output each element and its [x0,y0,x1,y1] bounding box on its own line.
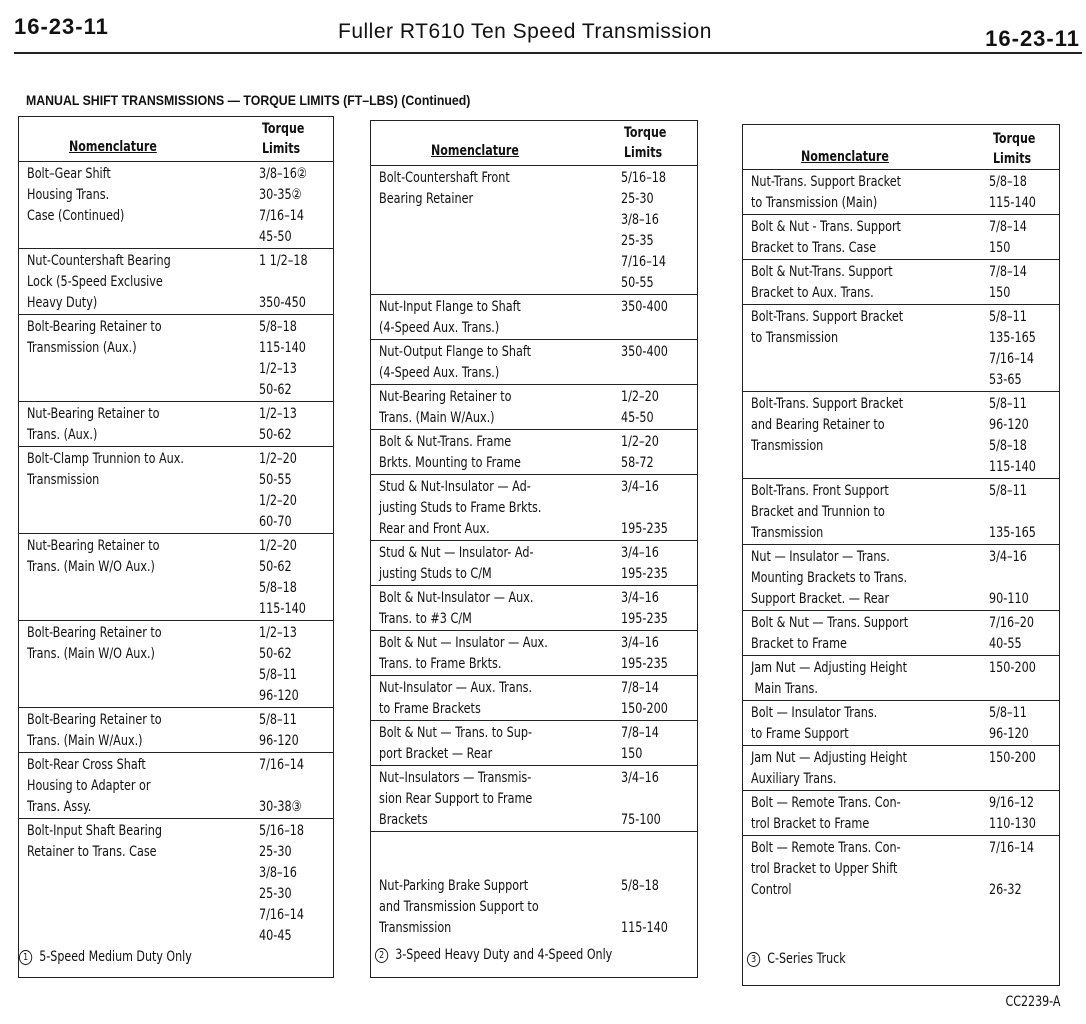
nomenclature-cell: Nut-Countershaft Bearing Lock (5-Speed Exclusive Heavy Duty) [27,253,171,311]
table-row [371,586,697,631]
torque-table-column-3 [742,124,1060,986]
table-row [371,631,697,676]
torque-limit-cell: 1/2–20 58-72 [621,434,659,471]
column-header [371,121,697,166]
torque-limit-cell: 7/8–14 150-200 [621,680,668,717]
table-row [743,791,1059,836]
nomenclature-cell: Stud & Nut — Insulator- Ad- justing Studs to C/M [379,545,534,582]
torque-limit-cell: 5/16–18 25-30 3/8–16 25-35 7/16–14 50-55 [621,170,667,291]
torque-table-column-1 [18,116,334,978]
nomenclature-cell: Bolt-Clamp Trunnion to Aux. Transmission [27,451,184,488]
nomenclature-cell: Nut–Insulators — Transmis- sion Rear Support to Frame Brackets [379,770,533,828]
table-row [19,819,333,948]
page-title: Fuller RT610 Ten Speed Transmission [338,20,712,43]
torque-limit-cell: 3/4–16 195-235 [621,590,668,627]
table-row [371,295,697,340]
column-header [743,125,1059,170]
torque-limit-cell: 3/4–16 75-100 [621,770,661,828]
torque-limit-cell: 350-400 [621,344,668,360]
torque-limit-cell: 5/8–11 96-120 [259,712,299,749]
table-row [371,475,697,541]
torque-limit-cell: 3/8–16② 30-35② 7/16–14 45-50 [259,166,307,245]
table-row [743,260,1059,305]
torque-limit-cell: 5/8–18 115-140 [989,174,1036,211]
section-title: MANUAL SHIFT TRANSMISSIONS — TORQUE LIMITS (FT–LBS) (Continued) [26,92,471,108]
nomenclature-cell: Bolt-Trans. Support Bracket to Transmission [751,309,904,346]
table-row [371,166,697,295]
table-row [19,753,333,819]
torque-limit-cell: 5/16–18 25-30 3/8–16 25-30 7/16–14 40-45 [259,823,305,944]
nomenclature-cell: Bolt & Nut — Trans. Support Bracket to Frame [751,615,909,652]
nomenclature-cell: Bolt-Bearing Retainer to Trans. (Main W/Aux.) [27,712,162,749]
torque-limit-cell: 150-200 [989,660,1036,676]
torque-limit-cell: 350-400 [621,299,668,315]
torque-limit-cell: 7/8–14 150 [989,264,1027,301]
table-row [743,215,1059,260]
torque-limit-cell: 7/16–14 26-32 [989,840,1035,898]
nomenclature-cell: Bolt & Nut-Trans. Frame Brkts. Mounting to Frame [379,434,521,471]
nomenclature-cell: Bolt-Trans. Support Bracket and Bearing Retainer to Transmission [751,396,904,454]
table-rows [371,166,697,940]
nomenclature-cell: Bolt-Bearing Retainer to Trans. (Main W/O Aux.) [27,625,162,662]
table-row [19,402,333,447]
table-row [371,676,697,721]
nomenclature-heading: Nomenclature [431,143,519,159]
nomenclature-cell: Bolt — Remote Trans. Con- trol Bracket to Upper Shift Control [751,840,901,898]
table-row [19,162,333,249]
torque-limit-cell: 5/8–11 135-165 7/16–14 53-65 [989,309,1036,388]
torque-limit-cell: 7/16–14 30-38③ [259,757,305,815]
torque-limit-cell: 7/8–14 150 [621,725,659,762]
torque-limit-cell: 3/4–16 195-235 [621,479,668,537]
nomenclature-cell: Jam Nut — Adjusting Height Main Trans. [751,660,907,697]
nomenclature-cell: Nut-Insulator — Aux. Trans. to Frame Brackets [379,680,533,717]
nomenclature-cell: Nut-Parking Brake Support and Transmission Support to Transmission [379,878,539,936]
table-rows [19,162,333,948]
footnote-marker: 1 [19,950,32,965]
torque-limit-cell: 3/4–16 90-110 [989,549,1029,607]
torque-limit-cell: 1 1/2–18 350-450 [259,253,308,311]
column-header [19,117,333,162]
nomenclature-heading: Nomenclature [69,139,157,155]
torque-limit-cell: 3/4–16 195-235 [621,635,668,672]
torque-limits-heading: Torque Limits [262,121,305,157]
torque-limit-cell: 5/8–18 115-140 1/2–13 50-62 [259,319,306,398]
nomenclature-cell: Nut-Bearing Retainer to Trans. (Main W/O Aux.) [27,538,160,575]
torque-limit-cell: 5/8–11 135-165 [989,483,1036,541]
nomenclature-cell: Bolt & Nut-Insulator — Aux. Trans. to #3 C/M [379,590,534,627]
table-row [371,340,697,385]
nomenclature-cell: Nut-Output Flange to Shaft (4-Speed Aux. Trans.) [379,344,532,381]
table-row [743,305,1059,392]
table-row [743,545,1059,611]
figure-code: CC2239-A [1005,994,1060,1010]
nomenclature-heading: Nomenclature [801,149,889,165]
torque-table-column-2 [370,120,698,978]
nomenclature-cell: Bolt — Remote Trans. Con- trol Bracket to Frame [751,795,901,832]
torque-limits-heading: Torque Limits [993,131,1036,167]
nomenclature-cell: Nut-Bearing Retainer to Trans. (Main W/Aux.) [379,389,512,426]
table-row [743,836,1059,902]
table-row [19,249,333,315]
nomenclature-cell: Nut-Bearing Retainer to Trans. (Aux.) [27,406,160,443]
table-row [743,479,1059,545]
table-row [371,430,697,475]
torque-limits-heading: Torque Limits [624,125,667,161]
table-row [371,766,697,832]
torque-limit-cell: 5/8–18 115-140 [621,878,668,936]
footnote-marker: 3 [747,952,760,967]
table-row [19,447,333,534]
torque-limit-cell: 1/2–13 50-62 5/8–11 96-120 [259,625,299,704]
footnote-3: 3 C-Series Truck [747,951,846,967]
table-row [743,656,1059,701]
table-row [743,746,1059,791]
torque-limit-cell: 7/16–20 40-55 [989,615,1035,652]
torque-limit-cell: 1/2–13 50-62 [259,406,297,443]
nomenclature-cell: Nut — Insulator — Trans. Mounting Brackets to Trans. Support Bracket. — Rear [751,549,908,607]
table-row [371,832,697,940]
torque-limit-cell: 1/2–20 50-55 1/2–20 60-70 [259,451,297,530]
table-row [371,541,697,586]
nomenclature-cell: Bolt–Gear Shift Housing Trans. Case (Continued) [27,166,125,224]
table-row [19,621,333,708]
nomenclature-cell: Jam Nut — Adjusting Height Auxiliary Trans. [751,750,907,787]
torque-limit-cell: 9/16–12 110-130 [989,795,1036,832]
table-row [371,385,697,430]
nomenclature-cell: Bolt & Nut - Trans. Support Bracket to Trans. Case [751,219,901,256]
table-row [743,170,1059,215]
table-row [371,721,697,766]
header-rule [14,52,1082,54]
torque-limit-cell: 5/8–11 96-120 5/8–18 115-140 [989,396,1036,475]
nomenclature-cell: Stud & Nut-Insulator — Ad- justing Studs to Frame Brkts. Rear and Front Aux. [379,479,542,537]
torque-limit-cell: 150-200 [989,750,1036,766]
nomenclature-cell: Nut-Trans. Support Bracket to Transmission (Main) [751,174,902,211]
table-row [19,534,333,621]
nomenclature-cell: Nut-Input Flange to Shaft (4-Speed Aux. Trans.) [379,299,521,336]
table-row [743,392,1059,479]
footnote-1: 1 5-Speed Medium Duty Only [19,949,192,965]
nomenclature-cell: Bolt & Nut — Insulator — Aux. Trans. to Frame Brkts. [379,635,548,672]
table-row [743,611,1059,656]
torque-limit-cell: 1/2–20 50-62 5/8–18 115-140 [259,538,306,617]
torque-limit-cell: 1/2–20 45-50 [621,389,659,426]
nomenclature-cell: Bolt & Nut — Trans. to Sup- port Bracket — Rear [379,725,533,762]
page-number-left: 16-23-11 [14,14,109,39]
torque-limit-cell: 7/8–14 150 [989,219,1027,256]
nomenclature-cell: Bolt-Countershaft Front Bearing Retainer [379,170,510,207]
footnote-2: 2 3-Speed Heavy Duty and 4-Speed Only [375,947,612,963]
torque-limit-cell: 3/4–16 195-235 [621,545,668,582]
nomenclature-cell: Bolt-Rear Cross Shaft Housing to Adapter or Trans. Assy. [27,757,151,815]
nomenclature-cell: Bolt & Nut-Trans. Support Bracket to Aux. Trans. [751,264,893,301]
nomenclature-cell: Bolt-Trans. Front Support Bracket and Trunnion to Transmission [751,483,889,541]
table-row [743,701,1059,746]
page-number-right: 16-23-11 [985,26,1080,51]
table-row [19,315,333,402]
table-rows [743,170,1059,902]
footnote-marker: 2 [375,948,388,963]
nomenclature-cell: Bolt-Input Shaft Bearing Retainer to Trans. Case [27,823,162,860]
torque-limit-cell: 5/8–11 96-120 [989,705,1029,742]
table-row [19,708,333,753]
nomenclature-cell: Bolt-Bearing Retainer to Transmission (Aux.) [27,319,162,356]
nomenclature-cell: Bolt — Insulator Trans. to Frame Support [751,705,878,742]
